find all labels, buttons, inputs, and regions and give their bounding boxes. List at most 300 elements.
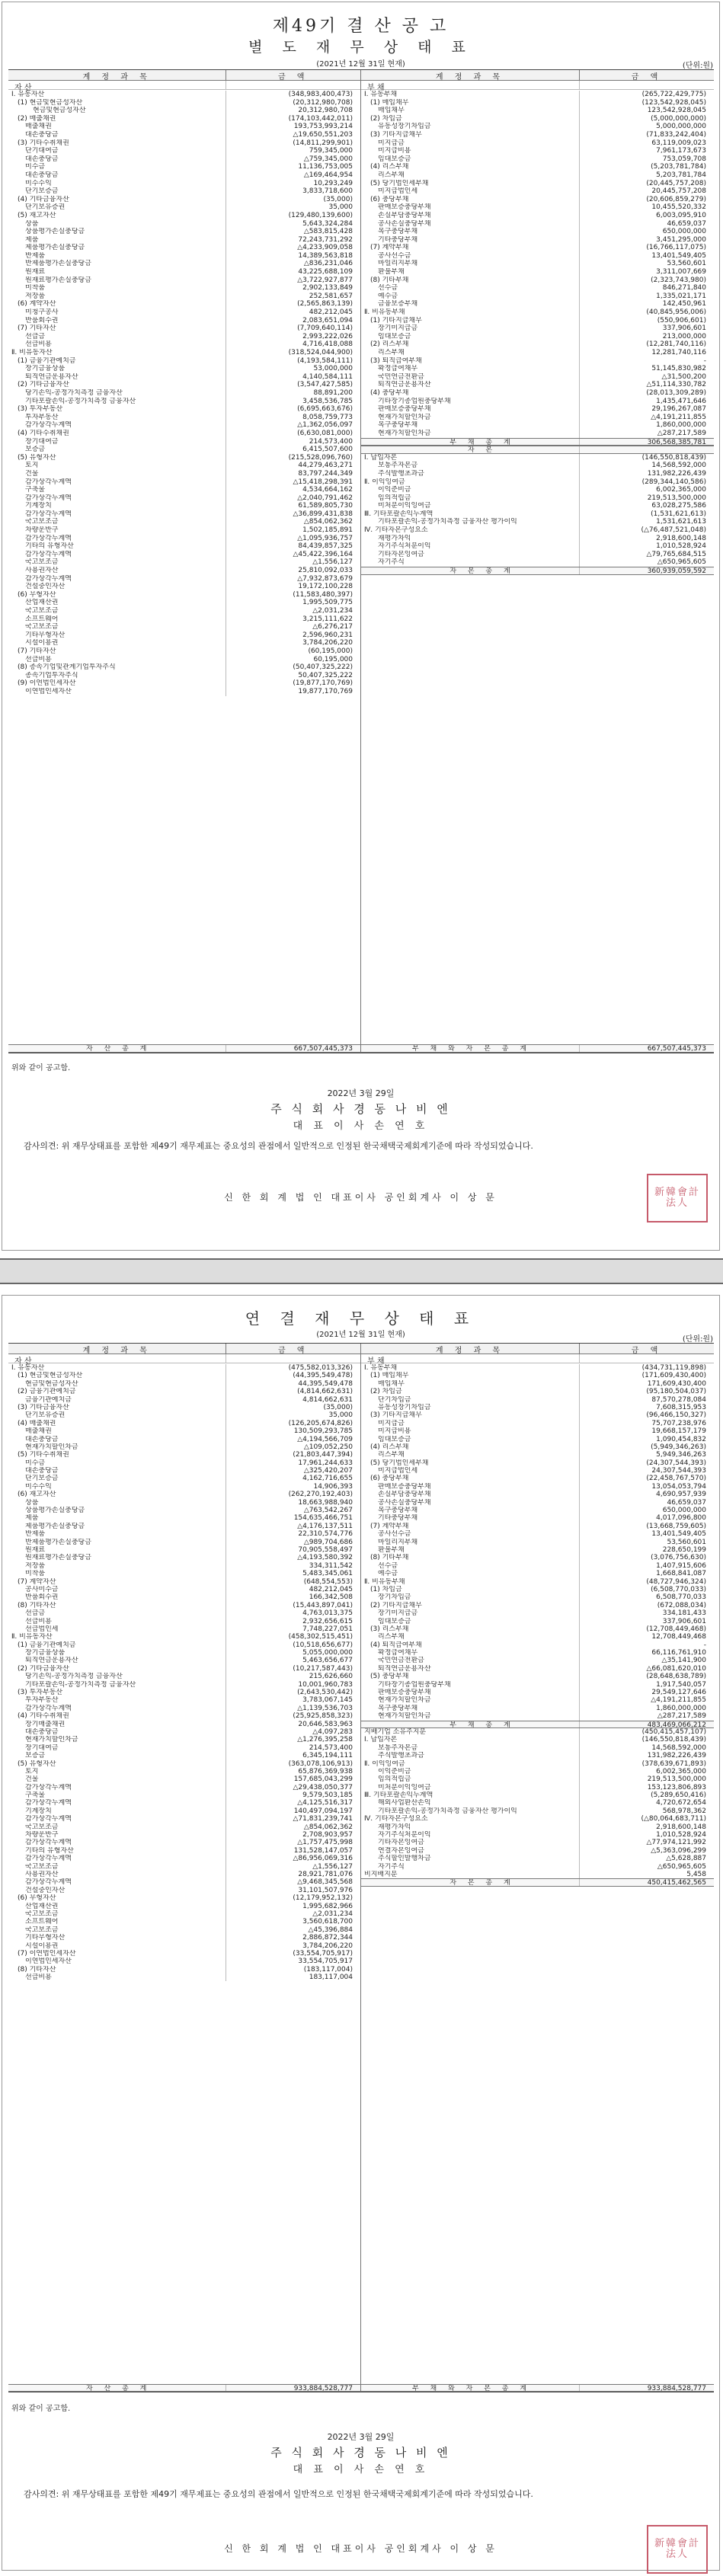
- table-row: [361, 1752, 714, 1759]
- table-row: [8, 1831, 360, 1839]
- account-name: 미수수익: [8, 180, 226, 188]
- account-amount: △650,965,605: [657, 558, 706, 567]
- account-name: Ⅱ. 비유동부채: [361, 1578, 580, 1586]
- account-name: 임의적립금: [361, 1775, 580, 1783]
- account-amount: 5,483,345,061: [302, 1570, 353, 1578]
- table-row: [361, 478, 714, 487]
- table-row: [361, 300, 714, 308]
- section-label-row: [361, 1354, 714, 1366]
- account-name: (4) 매출채권: [8, 1420, 226, 1427]
- account-name: 기타충당부채: [361, 1514, 580, 1522]
- table-row: [8, 1847, 360, 1855]
- table-row: [8, 268, 360, 276]
- table-row: [8, 91, 360, 99]
- account-name: 퇴직연금운용자산: [361, 1665, 580, 1673]
- table-row: [8, 99, 360, 107]
- table-row: [8, 1475, 360, 1482]
- account-amount: 1,435,471,646: [656, 397, 706, 405]
- account-name: 기계장치: [8, 502, 226, 510]
- table-row: [8, 1665, 360, 1673]
- account-amount: 12,708,449,468: [651, 1633, 706, 1641]
- table-row: [361, 470, 714, 478]
- table-row: [361, 1807, 714, 1815]
- account-amount: 1,917,540,057: [656, 1680, 706, 1689]
- account-amount: 28,921,781,076: [298, 1871, 353, 1878]
- table-row: [8, 421, 360, 430]
- table-row: [8, 115, 360, 123]
- account-name: 판매보증충당부채: [361, 405, 580, 414]
- account-amount: 13,054,053,794: [651, 1482, 706, 1491]
- account-amount: 650,000,000: [662, 228, 706, 236]
- table-row: [361, 430, 714, 438]
- section-label-row: [361, 81, 714, 90]
- account-name: 반제품평가손실충당금: [8, 260, 226, 268]
- table-row: [361, 414, 714, 422]
- account-amount: 4,162,716,655: [302, 1475, 353, 1483]
- table-row: [8, 688, 360, 696]
- table-row: [8, 1681, 360, 1689]
- table-row: [361, 1507, 714, 1514]
- table-row: [8, 1483, 360, 1491]
- account-amount: 4,763,013,375: [302, 1609, 353, 1618]
- header-row: [8, 1344, 360, 1354]
- table-row: [361, 1459, 714, 1467]
- account-amount: △4,125,516,317: [297, 1799, 353, 1807]
- account-amount: 450,415,462,565: [647, 1879, 706, 1887]
- account-amount: 337,906,601: [662, 324, 706, 333]
- account-amount: 334,181,433: [662, 1609, 706, 1618]
- section-liabilities: 부 채: [361, 1354, 580, 1363]
- account-name: 공사손실충당부채: [361, 1499, 580, 1507]
- account-name: 원재료: [8, 1546, 226, 1554]
- table-row: [361, 180, 714, 188]
- table-row: [361, 1380, 714, 1388]
- account-amount: (6,695,663,676): [297, 405, 353, 414]
- table-row: [8, 171, 360, 180]
- account-name: (2) 금융기관예치금: [8, 1388, 226, 1395]
- account-name: (8) 기타자산: [8, 1966, 226, 1974]
- account-amount: △854,062,362: [303, 518, 353, 526]
- account-amount: 482,212,045: [309, 1585, 353, 1593]
- account-name: 소프트웨어: [8, 1918, 226, 1926]
- auditor-signature: 신 한 회 계 법 인 대표이사 공인회계사 이 상 문: [224, 2543, 497, 2554]
- table-row: [8, 1467, 360, 1475]
- account-name: 대손충당금: [8, 155, 226, 164]
- section-liabilities: 부 채: [361, 81, 580, 89]
- account-amount: (1,531,621,613): [651, 510, 706, 518]
- account-amount: △31,500,200: [661, 372, 706, 381]
- table-row: [361, 1791, 714, 1799]
- table-row: [8, 615, 360, 624]
- account-amount: 215,626,660: [309, 1673, 353, 1681]
- table-row: [8, 1736, 360, 1743]
- account-amount: (19,877,170,769): [293, 679, 353, 688]
- table-row: [361, 1712, 714, 1720]
- table-row: [8, 591, 360, 599]
- table-row: [8, 1499, 360, 1507]
- account-name: 상품: [8, 1499, 226, 1507]
- account-name: 환불부채: [361, 1546, 580, 1554]
- table-row: [8, 1514, 360, 1522]
- header-row: [361, 1344, 714, 1354]
- account-amount: 131,982,226,439: [647, 1752, 706, 1760]
- account-amount: 334,311,542: [309, 1561, 353, 1570]
- table-row: [8, 1443, 360, 1451]
- account-amount: △583,815,428: [303, 228, 353, 236]
- header-name: 계 정 과 목: [361, 70, 580, 80]
- account-amount: 5,463,656,677: [302, 1657, 353, 1665]
- table-row: [8, 1744, 360, 1752]
- account-name: 차량운반구: [8, 1831, 226, 1839]
- account-amount: (20,606,859,279): [646, 195, 706, 203]
- account-amount: (△76,487,521,048): [641, 526, 706, 535]
- account-amount: (96,466,150,327): [646, 1411, 706, 1420]
- account-name: 대손충당금: [8, 1467, 226, 1475]
- account-amount: △66,081,620,010: [646, 1664, 706, 1673]
- table-row: [361, 1443, 714, 1451]
- account-amount: △4,176,137,511: [297, 1522, 353, 1530]
- account-name: (1) 금융기관예치금: [8, 357, 226, 366]
- ceo-name: 대 표 이 사 손 연 호: [293, 1120, 429, 1132]
- table-row: [361, 357, 714, 366]
- table-row: [361, 1372, 714, 1379]
- table-row: [361, 1649, 714, 1657]
- account-name: 단기차입금: [361, 1396, 580, 1404]
- ceo-name: 대 표 이 사 손 연 호: [293, 2464, 429, 2475]
- table-row: [8, 1823, 360, 1831]
- total-amount: 667,507,445,373: [293, 1045, 353, 1053]
- table-row: [361, 333, 714, 341]
- table-row: [361, 1483, 714, 1491]
- account-amount: (146,550,818,439): [641, 1736, 706, 1744]
- account-name: 장기미지급금: [361, 1609, 580, 1617]
- table-row: [8, 340, 360, 349]
- account-amount: 4,814,662,631: [302, 1395, 353, 1404]
- table-row: [361, 1863, 714, 1871]
- table-row: [361, 486, 714, 494]
- table-row: [8, 187, 360, 196]
- table-row: [361, 1775, 714, 1783]
- audit-opinion: 감사의견: 위 재무상태표를 포함한 제49기 재무제표는 중요성의 관점에서 일반적으로 인정된 한국채택국제회계기준에 따라 작성되었습니다.: [24, 2489, 533, 2499]
- account-amount: 14,389,563,818: [298, 251, 353, 260]
- account-name: (1) 기타지급채무: [361, 317, 580, 325]
- table-row: [8, 1404, 360, 1411]
- table-row: [8, 583, 360, 591]
- table-row: [361, 1546, 714, 1554]
- account-name: 감가상각누계액: [8, 1855, 226, 1862]
- account-amount: 568,978,362: [662, 1807, 706, 1815]
- table-row: [361, 252, 714, 260]
- announcement-date: 2022년 3월 29일: [327, 2432, 395, 2442]
- table-row: [361, 542, 714, 551]
- table-row: [8, 1609, 360, 1617]
- account-name: Ⅱ. 비유동부채: [361, 308, 580, 317]
- account-name: 복구충당부채: [361, 1705, 580, 1712]
- account-name: 감가상각누계액: [8, 421, 226, 430]
- account-name: 매출채권: [8, 123, 226, 131]
- table-row: [8, 196, 360, 204]
- account-name: 제품평가손실충당금: [8, 244, 226, 252]
- account-amount: 35,000: [328, 203, 353, 212]
- table-row: [8, 599, 360, 607]
- table-row: [361, 1657, 714, 1664]
- table-row: [361, 284, 714, 292]
- account-name: 재평가차익: [361, 535, 580, 543]
- account-name: (4) 기타금융자산: [8, 196, 226, 204]
- table-row: [8, 1784, 360, 1791]
- account-amount: △29,438,050,377: [293, 1783, 353, 1791]
- table-row: [8, 535, 360, 543]
- account-name: 반제품평가손실충당금: [8, 1539, 226, 1546]
- header-name: 계 정 과 목: [361, 1344, 580, 1354]
- account-amount: (13,668,759,605): [646, 1522, 706, 1530]
- account-name: 보통주자본금: [361, 462, 580, 470]
- table-row: [8, 276, 360, 285]
- table-row: [8, 1570, 360, 1577]
- account-amount: 3,833,718,600: [302, 187, 353, 196]
- account-amount: (450,415,457,107): [641, 1727, 706, 1736]
- table-row: [8, 292, 360, 301]
- account-amount: 214,573,400: [309, 437, 353, 446]
- account-amount: 51,145,830,982: [651, 365, 706, 373]
- account-amount: △77,974,121,992: [646, 1839, 706, 1847]
- table-row: [8, 1633, 360, 1641]
- account-amount: 2,918,600,148: [656, 534, 706, 542]
- account-amount: (4,193,584,111): [297, 356, 353, 365]
- account-name: 현재가치할인차금: [361, 1696, 580, 1704]
- account-amount: 66,116,761,910: [651, 1649, 706, 1657]
- table-row: [8, 486, 360, 494]
- account-name: 투자부동산: [8, 414, 226, 422]
- account-amount: (318,524,044,900): [288, 349, 353, 356]
- table-row: [8, 1942, 360, 1950]
- notice-title: 제49기 결 산 공 고: [272, 17, 449, 36]
- account-name: 유동성장기차입금: [361, 123, 580, 131]
- account-amount: 14,906,393: [313, 1482, 353, 1491]
- account-amount: (215,528,096,760): [288, 453, 353, 462]
- account-amount: 53,000,000: [313, 365, 353, 373]
- account-amount: △854,062,362: [303, 1823, 353, 1831]
- table-row: [8, 1530, 360, 1538]
- account-name: 저장품: [8, 292, 226, 301]
- account-amount: 482,212,045: [309, 308, 353, 317]
- account-name: 미수수익: [8, 1483, 226, 1491]
- account-name: (4) 충당부채: [361, 389, 580, 398]
- table-row: [8, 131, 360, 139]
- header-amount: 금 액: [631, 73, 663, 81]
- account-amount: 1,860,000,000: [656, 1704, 706, 1712]
- table-row: [361, 1696, 714, 1704]
- account-amount: 1,090,454,832: [656, 1435, 706, 1443]
- account-amount: 75,707,238,976: [651, 1419, 706, 1427]
- table-row: [361, 196, 714, 204]
- auditor-seal-icon: 新韓會計法人: [647, 1174, 708, 1222]
- account-amount: 1,010,528,924: [656, 1831, 706, 1839]
- table-row: [8, 1934, 360, 1942]
- table-row: [361, 324, 714, 333]
- account-name: 단기보증금: [8, 187, 226, 196]
- table-row: [8, 1918, 360, 1926]
- account-name: (1) 금융기관예치금: [8, 1641, 226, 1649]
- table-row: [361, 462, 714, 470]
- account-amount: △287,217,589: [657, 429, 706, 437]
- account-amount: (28,013,309,289): [646, 388, 706, 397]
- account-amount: 46,659,037: [667, 1498, 706, 1507]
- account-name: 반품회수권: [8, 317, 226, 325]
- announcement-date: 2022년 3월 29일: [327, 1088, 395, 1098]
- table-row: [8, 308, 360, 317]
- account-amount: 11,136,753,005: [298, 163, 353, 171]
- account-name: 손실부담충당부채: [361, 1491, 580, 1498]
- balance-sheet-table: [8, 1343, 714, 2392]
- account-amount: (648,554,553): [303, 1577, 353, 1586]
- account-amount: △2,040,791,462: [297, 494, 353, 502]
- table-row: [361, 123, 714, 131]
- account-name: 감가상각누계액: [8, 1878, 226, 1886]
- account-name: Ⅰ. 유동자산: [8, 1364, 226, 1372]
- account-name: 미착품: [8, 1570, 226, 1577]
- table-row: [8, 631, 360, 640]
- account-name: Ⅳ. 기타자본구성요소: [361, 526, 580, 535]
- table-row: [361, 1609, 714, 1617]
- account-name: Ⅰ. 유동부채: [361, 91, 580, 99]
- account-name: 대손충당금: [8, 131, 226, 139]
- account-name: (5) 당기법인세부채: [361, 180, 580, 188]
- account-amount: 25,810,092,033: [298, 567, 353, 575]
- account-name: 상품평가손실충당금: [8, 228, 226, 236]
- table-row: [8, 1815, 360, 1823]
- account-name: (3) 기타금융자산: [8, 1404, 226, 1411]
- table-row: [361, 1404, 714, 1411]
- account-name: 자기주식처분이익: [361, 542, 580, 551]
- account-name: Ⅱ. 이익잉여금: [361, 478, 580, 487]
- account-name: (3) 기타지급채무: [361, 1411, 580, 1419]
- account-amount: 20,312,980,708: [298, 107, 353, 115]
- table-row: [361, 107, 714, 115]
- table-row: [8, 1420, 360, 1427]
- account-amount: 50,407,325,222: [298, 671, 353, 679]
- account-name: 단기보유증권: [8, 1411, 226, 1419]
- account-amount: 131,528,147,057: [293, 1846, 353, 1855]
- account-name: 선급비용: [8, 656, 226, 664]
- header-row: [361, 70, 714, 81]
- account-amount: 228,650,199: [662, 1545, 706, 1554]
- table-row: [361, 1736, 714, 1743]
- account-amount: 61,589,805,730: [298, 502, 353, 510]
- table-row: [361, 292, 714, 301]
- table-row: [8, 639, 360, 647]
- table-row: [361, 91, 714, 99]
- account-amount: 7,748,227,051: [302, 1625, 353, 1633]
- table-row: [361, 365, 714, 373]
- account-amount: 8,058,759,773: [302, 413, 353, 421]
- account-name: 리스부채: [361, 171, 580, 180]
- table-row: [8, 1871, 360, 1878]
- table-row: [8, 446, 360, 454]
- account-amount: (20,312,980,708): [293, 98, 353, 107]
- account-name: (7) 이연법인세자산: [8, 1950, 226, 1958]
- account-amount: (672,088,034): [657, 1601, 706, 1609]
- table-row: [8, 203, 360, 212]
- account-name: (2) 차입금: [361, 115, 580, 123]
- table-row: [361, 1618, 714, 1625]
- table-row: [361, 526, 714, 535]
- account-amount: (6,508,770,033): [651, 1585, 706, 1593]
- account-name: 금융기관예치금: [8, 1396, 226, 1404]
- table-row: [8, 502, 360, 510]
- header-name: 계 정 과 목: [8, 70, 226, 80]
- table-row: [8, 1539, 360, 1546]
- table-row: [8, 1950, 360, 1958]
- account-amount: 6,415,507,600: [302, 446, 353, 454]
- account-name: 주식발행초과금: [361, 470, 580, 478]
- table-row: [8, 1523, 360, 1530]
- consolidated-balance-sheet-notice: [2, 1295, 720, 2571]
- table-row: [8, 1364, 360, 1372]
- table-row: [8, 163, 360, 171]
- account-amount: 6,345,194,111: [302, 1752, 353, 1760]
- account-amount: 753,059,708: [662, 155, 706, 163]
- account-amount: (6,630,081,000): [297, 429, 353, 437]
- account-amount: (28,648,638,789): [646, 1673, 706, 1681]
- account-amount: 46,659,037: [667, 219, 706, 228]
- table-row: [361, 1689, 714, 1696]
- account-name: 차량운반구: [8, 526, 226, 535]
- table-row: [8, 1712, 360, 1720]
- account-name: 미처분이익잉여금: [361, 1784, 580, 1791]
- table-row: [361, 171, 714, 180]
- account-amount: (183,117,004): [303, 1965, 353, 1974]
- account-amount: 3,784,206,220: [302, 1942, 353, 1950]
- account-name: 비지배지분: [361, 1871, 580, 1878]
- account-name: 기타포괄손익-공정가치측정 금융자산 평가이익: [361, 1807, 580, 1815]
- table-row: [361, 155, 714, 164]
- account-amount: 63,028,275,586: [651, 502, 706, 510]
- account-amount: 171,609,430,400: [647, 1379, 706, 1388]
- table-row: [8, 1578, 360, 1586]
- account-name: (6) 충당부채: [361, 196, 580, 204]
- account-name: 국민연금전환금: [361, 373, 580, 382]
- table-row: [8, 381, 360, 389]
- table-row: [8, 1752, 360, 1759]
- account-amount: (126,205,674,826): [288, 1419, 353, 1427]
- table-row: [8, 1910, 360, 1918]
- account-amount: 2,708,903,957: [302, 1831, 353, 1839]
- header-name: 계 정 과 목: [8, 1344, 226, 1354]
- account-amount: 5,643,324,284: [302, 219, 353, 228]
- account-amount: (25,925,858,323): [293, 1712, 353, 1721]
- account-amount: △4,233,909,058: [297, 244, 353, 252]
- account-name: 현재가치할인차금: [361, 1712, 580, 1720]
- table-row: [361, 1744, 714, 1752]
- table-row: [361, 373, 714, 382]
- table-row: [361, 1578, 714, 1586]
- account-amount: 6,508,770,033: [656, 1593, 706, 1602]
- table-row: [8, 1839, 360, 1846]
- table-row: [8, 147, 360, 155]
- table-row: [8, 180, 360, 188]
- account-name: 이연법인세자산: [8, 688, 226, 696]
- table-row: [8, 1451, 360, 1459]
- account-name: 마일리지부채: [361, 260, 580, 268]
- account-amount: (10,518,656,677): [293, 1641, 353, 1649]
- account-amount: 10,001,960,783: [298, 1680, 353, 1689]
- account-name: Ⅰ. 유동자산: [8, 91, 226, 99]
- account-name: 구축물: [8, 486, 226, 494]
- table-row: [8, 1966, 360, 1974]
- subtotal-row: [361, 1878, 714, 1886]
- account-name: 미지급법인세: [361, 187, 580, 196]
